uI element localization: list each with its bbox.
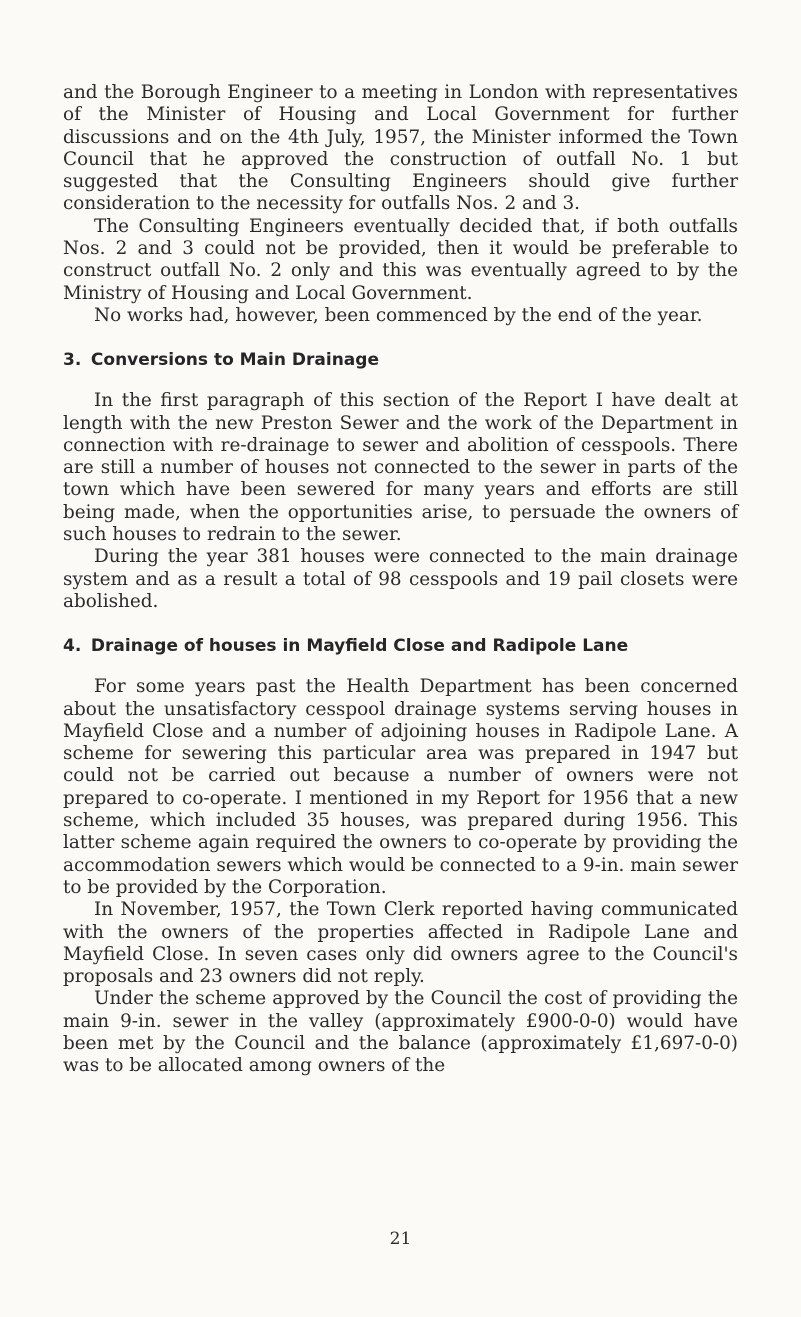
document-page — [63, 82, 738, 1078]
section-4-paragraph-2: In November, 1957, the Town Clerk reported having communicated with the owners of the properties affected in Radipole Lane and Mayfield Close. In seven cases only did owners agree to the Council's proposals and 23 owners did not reply. — [63, 899, 738, 988]
section-3-paragraph-1: In the first paragraph of this section of the Report I have dealt at length with the new Preston Sewer and the work of the Department in connection with re-drainage to sewer and abolition of cesspools. There are still a number of houses not connected to the sewer in parts of the town which have been sewered for many years and efforts are still being made, when the opportunities arise, to persuade the owners of such houses to redrain to the sewer. — [63, 390, 738, 546]
section-4-heading — [63, 636, 738, 657]
section-3-title: Conversions to Main Drainage — [90, 350, 379, 371]
section-3-number: 3. — [63, 350, 82, 371]
paragraph-continuation: and the Borough Engineer to a meeting in London with representatives of the Minister of Housing and Local Government for further discussions and on the 4th July, 1957, the Minister informed the Town Council that he approved the construction of outfall No. 1 but suggested that the Consulting Engineers should give further consideration to the necessity for outfalls Nos. 2 and 3. — [63, 82, 738, 215]
paragraph-consulting-engineers: The Consulting Engineers eventually decided that, if both outfalls Nos. 2 and 3 could not be provided, then it would be preferable to construct outfall No. 2 only and this was eventually agreed to by the Ministry of Housing and Local Government. — [63, 215, 738, 304]
section-4-title: Drainage of houses in Mayfield Close and Radipole Lane — [90, 636, 629, 657]
section-4-number: 4. — [63, 636, 82, 657]
section-3-heading — [63, 350, 738, 371]
section-4-paragraph-1: For some years past the Health Department has been concerned about the unsatisfactory cesspool drainage systems serving houses in Mayfield Close and a number of adjoining houses in Radipole Lane. A scheme for sewering this particular area was prepared in 1947 but could not be carried out because a number of owners were not prepared to co-operate. I mentioned in my Report for 1956 that a new scheme, which included 35 houses, was prepared during 1956. This latter scheme again required the owners to co-operate by providing the accommodation sewers which would be connected to a 9-in. main sewer to be provided by the Corporation. — [63, 676, 738, 898]
section-3-paragraph-2: During the year 381 houses were connected to the main drainage system and as a result a total of 98 cesspools and 19 pail closets were abolished. — [63, 546, 738, 612]
page-number: 21 — [389, 1229, 412, 1249]
section-4-paragraph-3: Under the scheme approved by the Council the cost of providing the main 9-in. sewer in the valley (approximately £900-0-0) would have been met by the Council and the balance (approximately £1,697-0-0) was to be allocated among owners of the — [63, 988, 738, 1077]
paragraph-no-works: No works had, however, been commenced by the end of the year. — [94, 304, 703, 326]
